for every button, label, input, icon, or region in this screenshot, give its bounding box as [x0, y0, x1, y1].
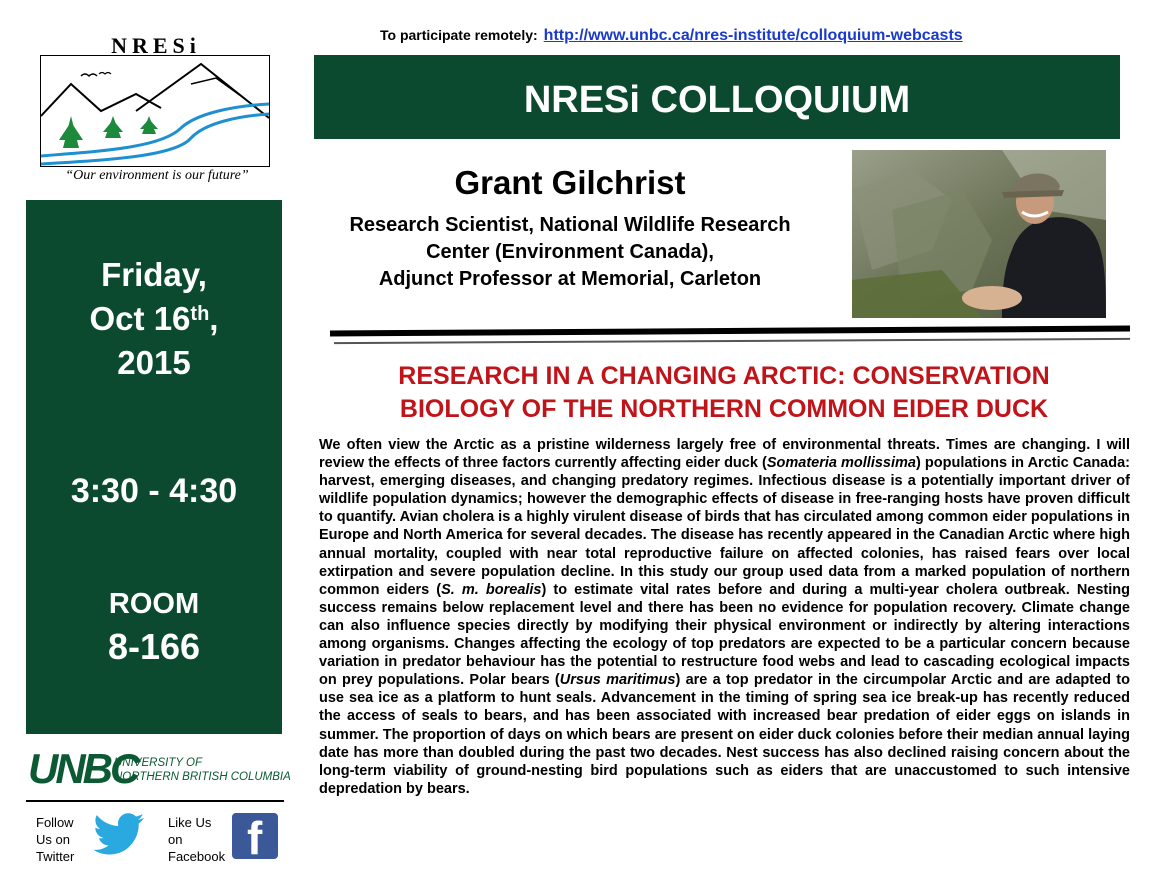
- facebook-label: [168, 814, 225, 865]
- event-date-suffix: th: [190, 303, 210, 325]
- species-name: Somateria mollissima: [766, 455, 916, 472]
- twitter-label: [36, 814, 74, 865]
- nresi-logo: [40, 55, 270, 167]
- twitter-label-line3: Twitter: [36, 849, 75, 864]
- speaker-affiliation: [304, 212, 836, 293]
- webcast-link[interactable]: http://www.unbc.ca/nres-institute/colloquium-webcasts: [543, 27, 963, 44]
- event-date: [26, 300, 282, 338]
- room-label: ROOM: [108, 588, 200, 620]
- twitter-label-line2: Us on: [36, 832, 70, 847]
- talk-abstract: [319, 436, 1130, 798]
- event-date-text: Oct 16: [89, 300, 191, 337]
- twitter-label-line1: Follow: [36, 815, 74, 830]
- room-number: 8-166: [107, 626, 201, 667]
- remote-participation: [380, 27, 963, 45]
- event-time: 3:30 - 4:30: [70, 472, 238, 510]
- event-day: Friday,: [101, 256, 207, 293]
- facebook-f-icon[interactable]: f: [232, 813, 278, 859]
- affiliation-line2: Center (Environment Canada),: [426, 241, 714, 263]
- logo-title: NRESi: [111, 33, 201, 58]
- divider: [330, 326, 1130, 337]
- unbc-logo: UNBC: [28, 745, 138, 792]
- facebook-label-line3: Facebook: [168, 849, 226, 864]
- twitter-bird-icon[interactable]: [90, 812, 146, 862]
- facebook-label-line2: on: [168, 832, 183, 847]
- facebook-label-line1: Like Us: [168, 815, 212, 830]
- logo-tagline: “Our environment is our future”: [65, 168, 249, 183]
- unbc-name: [114, 756, 291, 784]
- talk-title: [318, 360, 1130, 426]
- mountain-river-icon: [41, 56, 269, 166]
- remote-label: To participate remotely:: [380, 27, 538, 43]
- speaker-name: Grant Gilchrist: [454, 164, 686, 201]
- affiliation-line3: Adjunct Professor at Memorial, Carleton: [378, 268, 762, 290]
- talk-title-line1: RESEARCH IN A CHANGING ARCTIC: CONSERVATION: [398, 362, 1050, 390]
- divider: [26, 800, 284, 802]
- abstract-text: ) are a top predator in the circumpolar Arctic and are adapted to use sea ice as a platform to hunt seals. Advancement in the timing of spring sea ice break-up has recently reduced the access of seals to bears, and has been associated with increased bear predation of eider eggs on islands in summer. The proportion of days on which bears are present on eider duck colonies before their median annual laying date has more than doubled during the past two decades. Nest success has also declined raising concern about the long-term viability of ground-nesting bird populations such as eiders that are unaccustomed to such intensive depredation by bears.: [319, 672, 1130, 797]
- abstract-text: ) to estimate vital rates before and during a multi-year cholera outbreak. Nesting success remains below replacement level and there has been no evidence for population recovery. Climate change can also influence species directly by modifying their physical environment or indirectly by altering interactions among organisms. Changes affecting the ecology of top predators are expected to be a particular concern because variation in predator behaviour has the potential to restructure food webs and lead to cascading ecological impacts on prey populations. Polar bears (: [319, 581, 1130, 689]
- event-year: 2015: [117, 344, 191, 381]
- affiliation-line1: Research Scientist, National Wildlife Research: [349, 214, 791, 236]
- species-name: Ursus maritimus: [559, 672, 676, 689]
- divider: [334, 338, 1130, 344]
- abstract-text: We often view the Arctic as a pristine wilderness largely free of environmental threats. Times are changing. I will review the effects of three factors currently affecting eider duck (: [319, 437, 1130, 472]
- talk-title-line2: BIOLOGY OF THE NORTHERN COMMON EIDER DUCK: [399, 395, 1049, 423]
- event-date-comma: ,: [209, 300, 219, 337]
- colloquium-banner: NRESi COLLOQUIUM: [314, 55, 1120, 139]
- unbc-name-line1: UNIVERSITY OF: [114, 757, 202, 769]
- event-details-panel: [26, 200, 282, 734]
- speaker-photo: [852, 150, 1106, 318]
- unbc-name-line2: NORTHERN BRITISH COLUMBIA: [114, 771, 291, 783]
- abstract-text: ) populations in Arctic Canada: harvest, emerging diseases, and changing predatory regimes. Infectious disease is a potentially important driver of wildlife population dynamics; however the demographic effects of disease in free-ranging hosts have proven difficult to quantify. Avian cholera is a highly virulent disease of birds that has circulated among common eider populations in Europe and North America for several decades. The disease has recently appeared in the Canadian Arctic where high annual mortality, coupled with near total reproductive failure on affected colonies, has raised fears over local extirpation and severe population decline. In this study our group used data from a marked population of northern common eiders (: [319, 455, 1130, 598]
- species-name: S. m. borealis: [441, 581, 542, 598]
